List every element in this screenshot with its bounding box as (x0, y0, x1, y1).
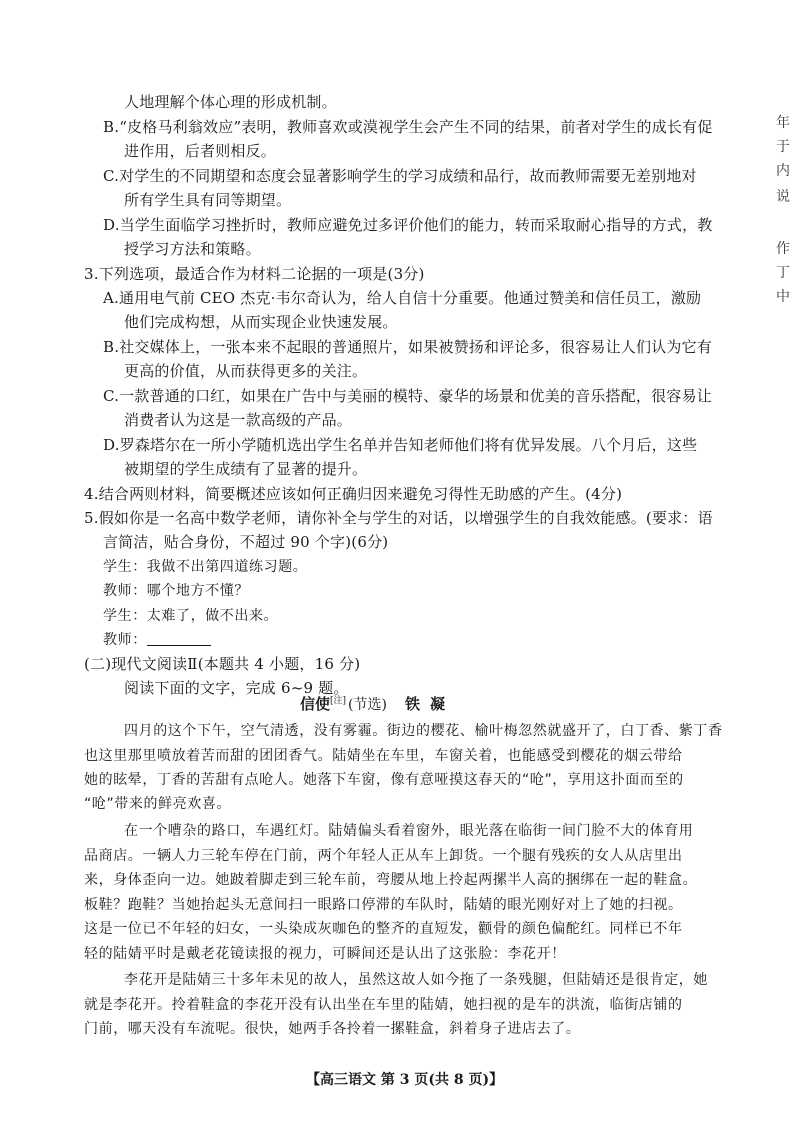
q3-option-a-line2: 他们完成构想，从而实现企业快速发展。 (124, 313, 398, 331)
passage-line: 品商店。一辆人力三轮车停在门前，两个年轻人正从车上卸货。一个腿有残疾的女人从店里出 (84, 848, 683, 864)
question-3-stem: 3.下列选项，最适合作为材料二论据的一项是(3分) (84, 265, 425, 283)
passage-title (300, 693, 455, 714)
dialogue-student-2: 学生：太难了，做不出来。 (103, 608, 279, 624)
option-b-line2: 进作用，后者则相反。 (124, 142, 277, 160)
passage-line: 在一个嘈杂的路口，车遇红灯。陆婧偏头看着窗外，眼光落在临街一间门脸不大的体育用 (124, 823, 694, 839)
title-author: 铁凝 (404, 695, 455, 713)
dialogue-teacher-2 (103, 630, 211, 650)
option-c-line1: C.对学生的不同期望和态度会显著影响学生的学习成绩和品行，故而教师需要无差别地对 (103, 167, 697, 185)
title-excerpt: (节选) (348, 697, 387, 713)
answer-blank (147, 631, 211, 646)
q3-option-d-line2: 被期望的学生成绩有了显著的提升。 (124, 460, 368, 478)
page-footer: 【高三语文 第 3 页(共 8 页)】 (306, 1072, 504, 1088)
q3-option-b-line1: B.社交媒体上，一张本来不起眼的普通照片，如果被赞扬和评论多，很容易让人们认为它有 (103, 338, 712, 356)
dialogue-student-1: 学生：我做不出第四道练习题。 (103, 559, 308, 575)
passage-line: 就是李花开。拎着鞋盒的李花开没有认出坐在车里的陆婧，她扫视的是车的洪流，临街店铺的 (84, 997, 683, 1013)
section-heading: (二)现代文阅读Ⅱ(本题共 4 小题，16 分) (84, 655, 361, 673)
option-c-line2: 所有学生具有同等期望。 (124, 191, 292, 209)
dialogue-teacher-1: 教师：哪个地方不懂？ (103, 583, 249, 599)
question-5-stem-line1: 5.假如你是一名高中数学老师，请你补全与学生的对话，以增强学生的自我效能感。(要求：语 (84, 509, 713, 527)
passage-line: 她的眩晕，丁香的苦甜有点呛人。她落下车窗，像有意哑摸这春天的“呛”，享用这扑面而至的 (84, 772, 684, 788)
q3-option-c-line1: C.一款普通的口红，如果在广告中与美丽的模特、豪华的场景和优美的音乐搭配，很容易让 (103, 387, 712, 405)
margin-glyph: 作 (776, 241, 790, 257)
q3-option-b-line2: 更高的价值，从而获得更多的关注。 (124, 362, 368, 380)
title-name: 信使 (300, 695, 331, 713)
passage-line: 来，身体歪向一边。她跛着脚走到三轮车前，弯腰从地上拎起两摞半人高的捆绑在一起的鞋盒。 (84, 872, 698, 888)
passage-line: 四月的这个下午，空气清透，没有雾霾。街边的樱花、榆叶梅忽然就盛开了，白丁香、紫丁香 (124, 723, 723, 739)
margin-glyph: 说 (776, 189, 790, 205)
passage-line: 李花开是陆婧三十多年未见的故人，虽然这故人如今拖了一条残腿，但陆婧还是很肯定，她 (124, 972, 708, 988)
option-d-line1: D.当学生面临学习挫折时，教师应避免过多评价他们的能力，转而采取耐心指导的方式，教 (103, 216, 713, 234)
passage-line: 这是一位已不年轻的妇女，一头染成灰咖色的整齐的直短发，颧骨的颜色偏酡红。同样已不年 (84, 921, 683, 937)
margin-glyph: 中 (776, 289, 790, 305)
option-a-continued: 人地理解个体心理的形成机制。 (124, 93, 337, 111)
margin-glyph: 内 (776, 163, 790, 179)
margin-glyph: 丁 (776, 265, 790, 281)
q3-option-c-line2: 消费者认为这是一款高级的产品。 (124, 411, 353, 429)
reading-instruction: 阅读下面的文字，完成 6~9 题。 (124, 679, 349, 697)
teacher-label: 教师： (103, 632, 147, 648)
question-4-stem: 4.结合两则材料，简要概述应该如何正确归因来避免习得性无助感的产生。(4分) (84, 485, 623, 503)
margin-glyph: 年 (776, 115, 790, 131)
passage-line: 板鞋？跑鞋？当她抬起头无意间扫一眼路口停滞的车队时，陆婧的眼光刚好对上了她的扫视。 (84, 897, 683, 913)
passage-line: 轻的陆婧平时是戴老花镜读报的视力，可瞬间还是认出了这张脸：李花开！ (84, 946, 566, 962)
question-5-stem-line2: 言简洁，贴合身份，不超过 90 个字)(6分) (103, 533, 389, 551)
option-d-line2: 授学习方法和策略。 (124, 240, 261, 258)
title-note-mark: [注] (330, 696, 347, 706)
margin-glyph: 于 (776, 139, 790, 155)
q3-option-a-line1: A.通用电气前 CEO 杰克·韦尔奇认为，给人自信十分重要。他通过赞美和信任员工，激励 (103, 289, 702, 307)
passage-line: “呛”带来的鲜亮欢喜。 (84, 796, 232, 812)
option-b-line1: B.“皮格马利翁效应”表明，教师喜欢或漠视学生会产生不同的结果，前者对学生的成长有促 (103, 118, 713, 136)
passage-line: 也这里那里喷放着苦而甜的团团香气。陆婧坐在车里，车窗关着，也能感受到樱花的烟云带给 (84, 748, 683, 764)
passage-line: 门前，哪天没有车流呢。很快，她两手各拎着一摞鞋盒，斜着身子进店去了。 (84, 1021, 581, 1037)
q3-option-d-line1: D.罗森塔尔在一所小学随机选出学生名单并告知老师他们将有优异发展。八个月后，这些 (103, 436, 698, 454)
